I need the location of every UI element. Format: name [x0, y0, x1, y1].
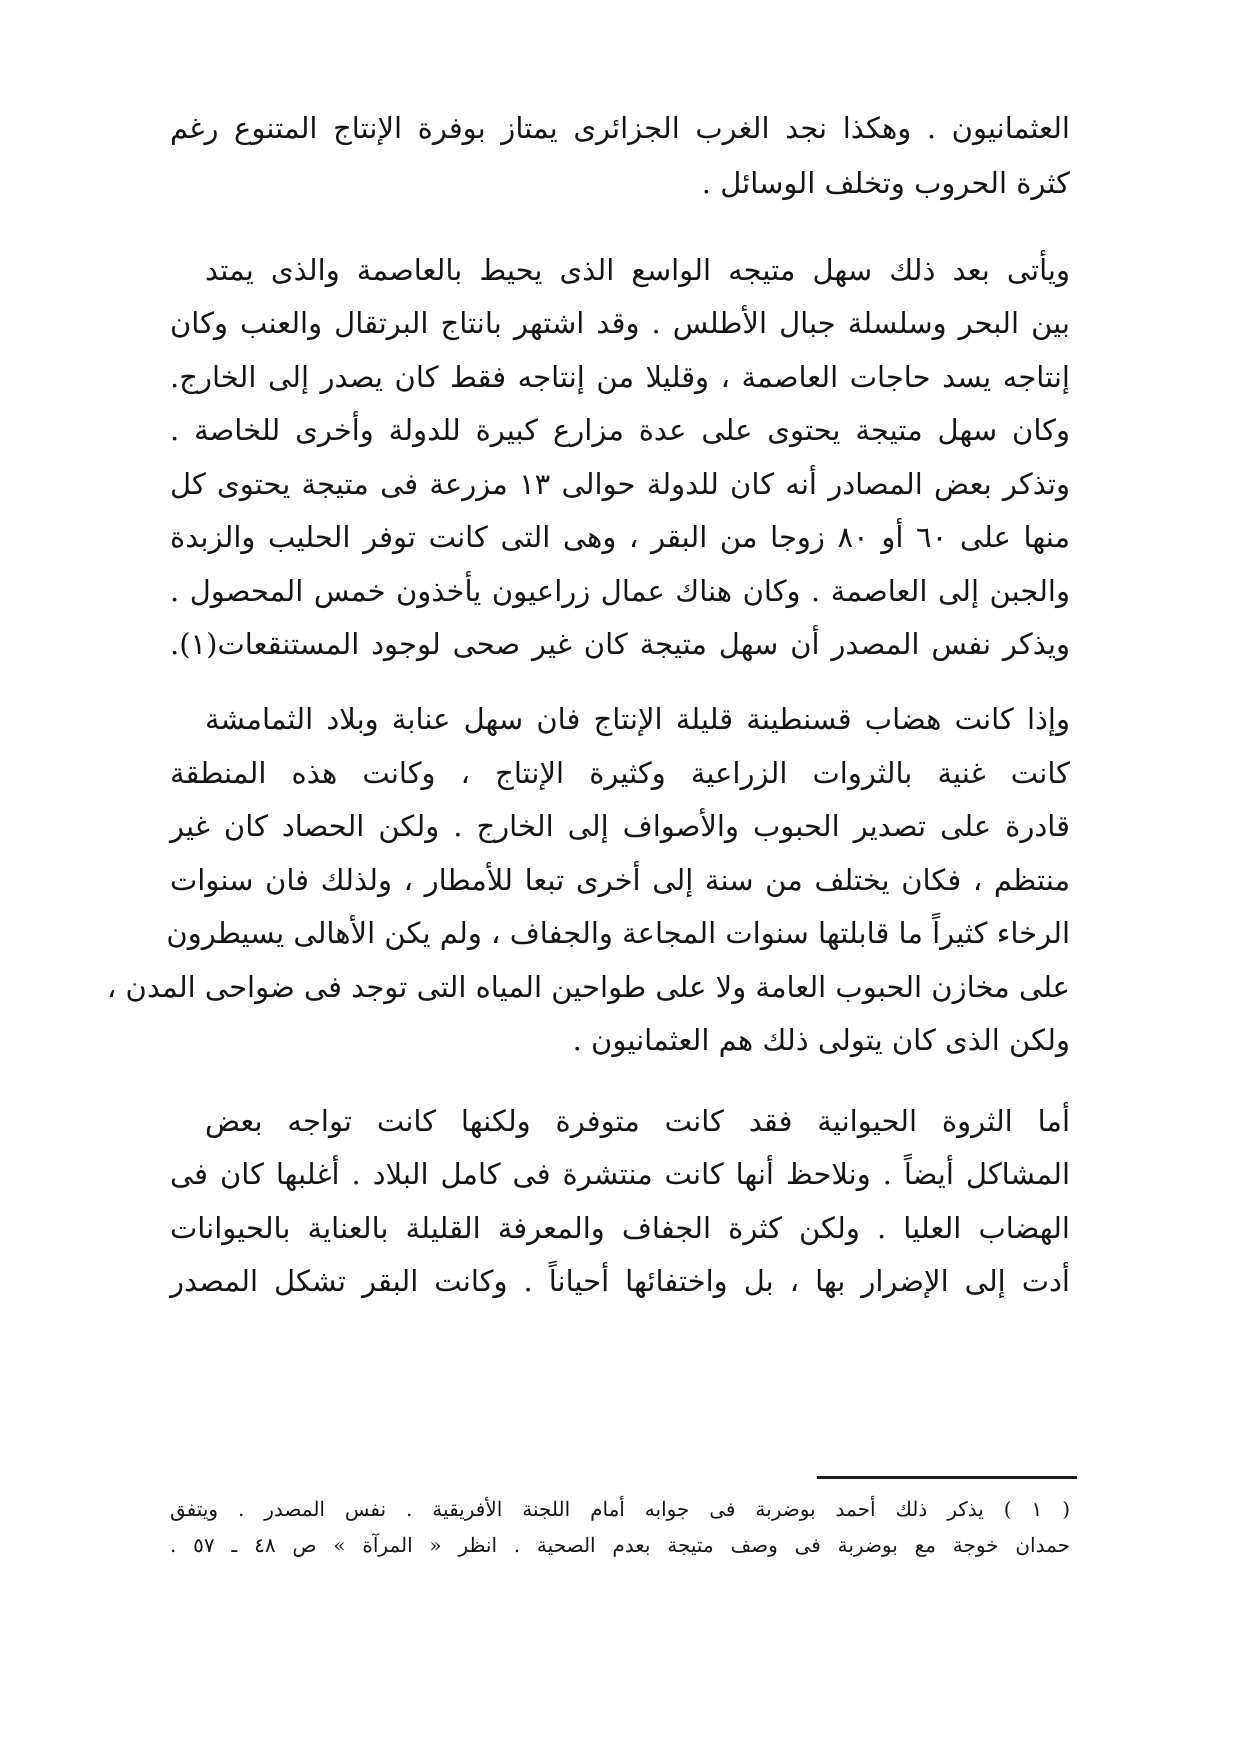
footnote-line: ( ١ ) يذكر ذلك أحمد بوضربة فى جوابه أمام اللجنة الأفريقية . نفس المصدر . ويتفق	[170, 1497, 1070, 1521]
text-line: أدت إلى الإضرار بها ، بل واختفائها أحياناً . وكانت البقر تشكل المصدر	[170, 1264, 1070, 1298]
text-line: وكان سهل متيجة يحتوى على عدة مزارع كبيرة للدولة وأخرى للخاصة .	[170, 413, 1070, 447]
text-line: العثمانيون . وهكذا نجد الغرب الجزائرى يمتاز بوفرة الإنتاج المتنوع رغم	[170, 111, 1070, 145]
text-line: أما الثروة الحيوانية فقد كانت متوفرة ولكنها كانت تواجه بعض	[205, 1104, 1070, 1138]
footnote-line: حمدان خوجة مع بوضربة فى وصف متيجة بعدم الصحية . انظر « المرآة » ص ٤٨ ـ ٥٧ .	[170, 1533, 1070, 1557]
text-line: كثرة الحروب وتخلف الوسائل .	[701, 166, 1070, 200]
text-line: منتظم ، فكان يختلف من سنة إلى أخرى تبعا للأمطار ، ولذلك فان سنوات	[170, 863, 1070, 897]
text-line: كانت غنية بالثروات الزراعية وكثيرة الإنتاج ، وكانت هذه المنطقة	[170, 756, 1070, 790]
text-line: وتذكر بعض المصادر أنه كان للدولة حوالى ١٣ مزرعة فى متيجة يحتوى كل	[170, 467, 1071, 501]
text-line: بين البحر وسلسلة جبال الأطلس . وقد اشتهر بانتاج البرتقال والعنب وكان	[170, 306, 1070, 340]
text-line: المشاكل أيضاً . ونلاحظ أنها كانت منتشرة فى كامل البلاد . أغلبها كان فى	[170, 1157, 1070, 1191]
footnote-divider	[817, 1476, 1077, 1479]
text-line: وإذا كانت هضاب قسنطينة قليلة الإنتاج فان سهل عنابة وبلاد الثمامشة	[205, 702, 1070, 736]
text-line: ويذكر نفس المصدر أن سهل متيجة كان غير صحى لوجود المستنقعات(١).	[170, 627, 1070, 661]
text-line: منها على ٦٠ أو ٨٠ زوجا من البقر ، وهى التى كانت توفر الحليب والزبدة	[170, 520, 1071, 554]
text-line: قادرة على تصدير الحبوب والأصواف إلى الخارج . ولكن الحصاد كان غير	[170, 809, 1070, 843]
text-line: إنتاجه يسد حاجات العاصمة ، وقليلا من إنتاجه فقط كان يصدر إلى الخارج.	[170, 360, 1070, 394]
text-line: ولكن الذى كان يتولى ذلك هم العثمانيون .	[572, 1023, 1070, 1057]
text-line: والجبن إلى العاصمة . وكان هناك عمال زراعيون يأخذون خمس المحصول .	[170, 574, 1070, 608]
text-line: على مخازن الحبوب العامة ولا على طواحين المياه التى توجد فى ضواحى المدن ،	[106, 970, 1070, 1004]
text-line: ويأتى بعد ذلك سهل متيجه الواسع الذى يحيط بالعاصمة والذى يمتد	[205, 253, 1070, 287]
text-line: الهضاب العليا . ولكن كثرة الجفاف والمعرفة القليلة بالعناية بالحيوانات	[170, 1211, 1070, 1245]
text-line: الرخاء كثيراً ما قابلتها سنوات المجاعة والجفاف ، ولم يكن الأهالى يسيطرون	[166, 916, 1070, 950]
